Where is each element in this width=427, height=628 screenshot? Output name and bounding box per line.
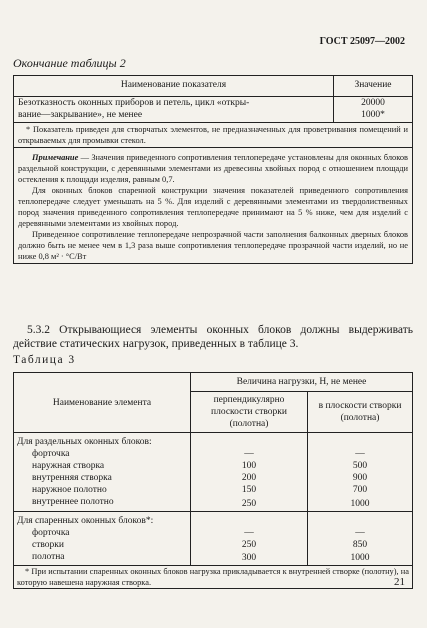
- row-name: внутренняя створка: [14, 472, 191, 484]
- table2-row-value: [334, 97, 413, 123]
- row-perp: 150: [191, 484, 308, 496]
- table3-col-plane: в плоскости створки (полотна): [308, 392, 413, 433]
- clause-text: 5.3.2 Открывающиеся элементы оконных блоков должны выдерживать действие статических нагрузок, приведенных в таблице 3.: [13, 324, 413, 350]
- note-label: Примечание: [32, 153, 79, 162]
- table-row: [14, 551, 413, 566]
- group1-title: Для раздельных оконных блоков:: [14, 433, 191, 449]
- row-perp: —: [191, 527, 308, 539]
- row-name: створки: [14, 539, 191, 551]
- row-name: наружная створка: [14, 460, 191, 472]
- row-plane: 900: [308, 472, 413, 484]
- row-name: полотна: [14, 551, 191, 566]
- row-perp: 300: [191, 551, 308, 566]
- table-row: [14, 472, 413, 484]
- note-text: — Значения приведенного сопротивления теплопередаче установлены для оконных блоков раздельной конструкции, с деревянными элементами из древесины хвойных пород с отношением площади остекления к площади изделия, равным 0,7.: [18, 153, 408, 184]
- table2-caption: Окончание таблицы 2: [13, 56, 126, 70]
- page-number: 21: [394, 576, 405, 588]
- table-row: [14, 484, 413, 496]
- table2-value-1: 20000: [361, 98, 385, 108]
- row-plane: 1000: [308, 496, 413, 512]
- row-name: форточка: [14, 527, 191, 539]
- row-plane: 850: [308, 539, 413, 551]
- table3-footnote: * При испытании спаренных оконных блоков нагрузка прикладывается к внутренней створке (полотну), на которую навешена наружная створка.: [14, 566, 413, 589]
- row-plane: —: [308, 527, 413, 539]
- table2-col-value: Значение: [334, 76, 413, 97]
- clause-5-3-2: [13, 323, 413, 351]
- row-plane: 500: [308, 460, 413, 472]
- row-plane: —: [308, 448, 413, 460]
- table2-value-2: 1000*: [361, 109, 385, 120]
- row-plane: 700: [308, 484, 413, 496]
- row-name: форточка: [14, 448, 191, 460]
- table2-row-line1: Безотказность оконных приборов и петель, цикл «откры-: [18, 98, 250, 108]
- table3-caption: Таблица 3: [13, 354, 76, 366]
- table2-note-para3: Приведенное сопротивление теплопередаче непрозрачной части заполнения балконных дверных блоков должно быть не менее чем в 1,3 раза выше сопротивления теплопередаче прозрачной части изделий, но не ниже 0,8 м² · °С/Вт: [18, 230, 408, 261]
- table3-col-name: Наименование элемента: [14, 373, 191, 433]
- table-row: [14, 460, 413, 472]
- table3-col-perp: перпендикулярно плоскости створки (полотна): [191, 392, 308, 433]
- table2-note-para2: Для оконных блоков спаренной конструкции значения показателей приведенного сопротивления теплопередаче следует уменьшать на 5 %. Для изделий с деревянными элементами из твердолиственных пород значения приведенного сопротивления теплопередаче принимают на 5 % ниже, чем для изделий с деревянными элементами из хвойных пород.: [18, 186, 408, 228]
- table2-row-name: [14, 97, 334, 123]
- table-row: [14, 448, 413, 460]
- table-row: [14, 496, 413, 512]
- row-perp: 200: [191, 472, 308, 484]
- row-perp: —: [191, 448, 308, 460]
- group2-title: Для спаренных оконных блоков*:: [14, 512, 191, 528]
- table-row: [14, 539, 413, 551]
- row-name: внутреннее полотно: [14, 496, 191, 512]
- table2-footnote-cell: [14, 123, 413, 148]
- table2-note-cell: [14, 148, 413, 264]
- table2-note: [18, 152, 408, 185]
- table2-footnote: * Показатель приведен для створчатых элементов, не предназначенных для проветривания помещений и открываемых для промывки стекол.: [18, 125, 408, 145]
- table3-col-group: Величина нагрузки, Н, не менее: [191, 373, 413, 392]
- table-2: [13, 75, 413, 264]
- row-perp: 250: [191, 496, 308, 512]
- row-perp: 250: [191, 539, 308, 551]
- document-code: ГОСТ 25097—2002: [319, 36, 405, 47]
- row-plane: 1000: [308, 551, 413, 566]
- table2-row-line2: вание—закрывание», не менее: [18, 109, 143, 120]
- table-3: [13, 372, 413, 589]
- row-perp: 100: [191, 460, 308, 472]
- table-row: [14, 527, 413, 539]
- table2-col-name: Наименование показателя: [14, 76, 334, 97]
- row-name: наружное полотно: [14, 484, 191, 496]
